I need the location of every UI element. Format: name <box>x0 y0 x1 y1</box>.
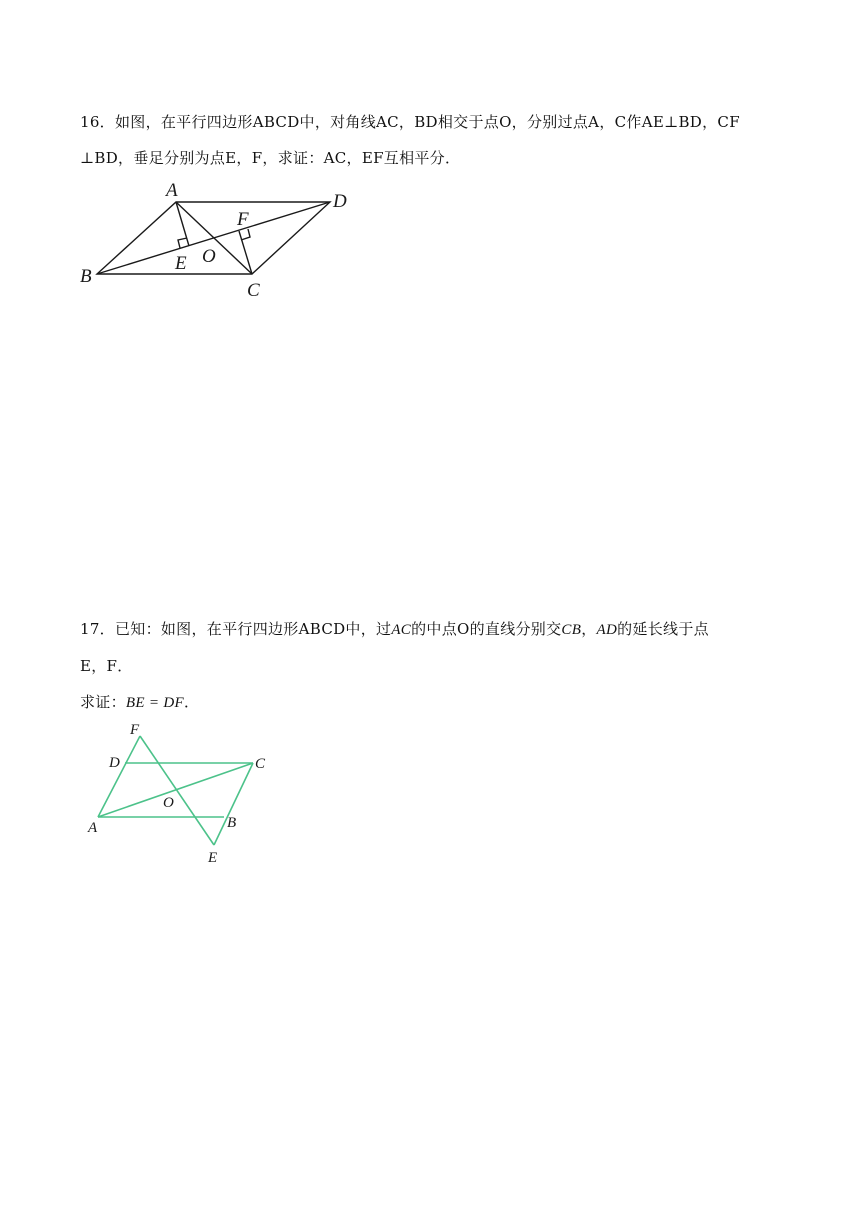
segment-ad-symbol: AD <box>596 622 618 638</box>
right-angle-mark-f <box>241 229 250 240</box>
label-o: O <box>202 246 216 267</box>
question-17 <box>80 611 786 721</box>
question-17-text-d: 的延长线于点 <box>617 620 709 638</box>
segment-ac-symbol: AC <box>391 622 412 638</box>
label-e: E <box>175 253 187 274</box>
label-f: F <box>237 209 249 230</box>
question-17-text-c: ， <box>581 620 597 638</box>
question-17-line-3 <box>80 684 786 721</box>
question-17-text-b: 的中点O的直线分别交 <box>411 620 562 638</box>
prove-prefix: 求证： <box>80 693 126 711</box>
label-c: C <box>247 280 260 301</box>
label-d: D <box>333 191 347 212</box>
segment-cb-symbol: CB <box>561 622 582 638</box>
question-16-line-2: ⊥BD，垂足分别为点E，F，求证：AC，EF互相平分． <box>80 149 461 167</box>
question-16-line-1: 16．如图，在平行四边形ABCD中，对角线AC，BD相交于点O，分别过点A，C作AE⊥BD，CF <box>80 113 740 131</box>
label-d: D <box>109 755 120 771</box>
label-f: F <box>130 722 140 738</box>
prove-formula: BE = DF <box>125 695 184 711</box>
question-17-line-1 <box>80 611 786 648</box>
label-a: A <box>166 180 178 201</box>
label-o: O <box>163 795 174 811</box>
question-17-text-a: 17．已知：如图，在平行四边形ABCD中，过 <box>80 620 392 638</box>
label-c: C <box>255 756 266 772</box>
label-a: A <box>88 820 98 836</box>
label-b: B <box>227 815 237 831</box>
segment-fe <box>140 736 214 845</box>
prove-end: ． <box>183 693 200 711</box>
question-17-line-2: E，F． <box>80 657 133 675</box>
question-16-figure <box>72 176 362 302</box>
label-b: B <box>80 266 92 287</box>
question-17-figure <box>80 718 280 870</box>
question-16 <box>80 104 786 176</box>
label-e: E <box>208 850 218 866</box>
